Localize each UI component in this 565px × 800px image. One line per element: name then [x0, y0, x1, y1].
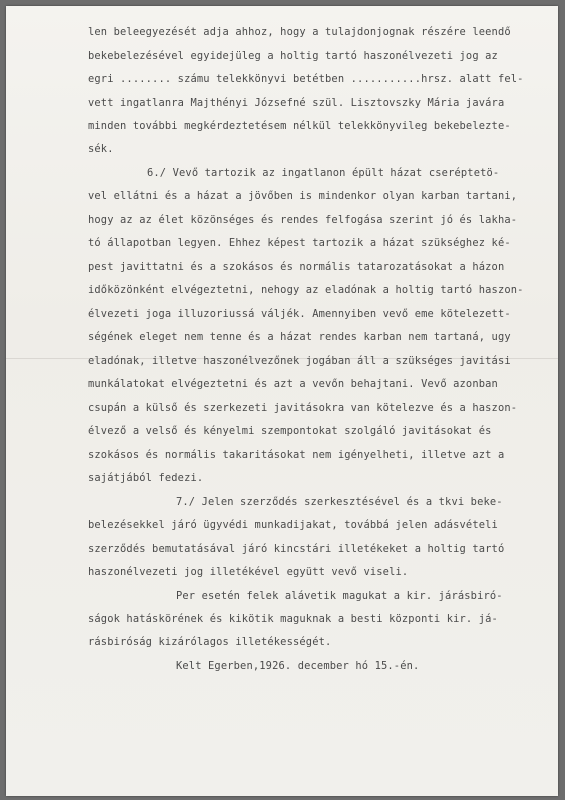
- text-line: szerződés bemutatásával járó kincstári illetékeket a holtig tartó: [88, 543, 505, 555]
- text-line: pest javittatni és a szokásos és normális tatarozatásokat a házon: [88, 261, 505, 273]
- text-line: bekebelezésével egyidejüleg a holtig tartó haszonélvezeti jog az: [88, 50, 498, 62]
- paragraph-6-heading: 6./ Vevő tartozik az ingatlanon épült házat cseréptetö-: [147, 167, 500, 179]
- text-line: minden további megkérdeztetésem nélkül telekkönyvileg bekebelezte-: [88, 120, 511, 132]
- text-line: hogy az az élet közönséges és rendes felfogása szerint jó és lakha-: [88, 214, 518, 226]
- text-line: élvezeti joga illuzoriussá váljék. Amennyiben vevő eme kötelezett-: [88, 308, 511, 320]
- text-line: vett ingatlanra Majthényi Józsefné szül. Lisztovszky Mária javára: [88, 97, 505, 109]
- text-line: munkálatokat elvégeztetni és azt a vevőn behajtani. Vevő azonban: [88, 378, 498, 390]
- text-line: szokásos és normális takaritásokat nem igényelheti, illetve azt a: [88, 449, 505, 461]
- text-line: csupán a külső és szerkezeti javitásokra van kötelezve és a haszon-: [88, 402, 518, 414]
- date-line: Kelt Egerben,1926. december hó 15.-én.: [176, 660, 420, 672]
- text-line: ségének eleget nem tenne és a házat rendes karban nem tartaná, ugy: [88, 331, 511, 343]
- text-line: len beleegyezését adja ahhoz, hogy a tulajdonjognak részére leendő: [88, 26, 511, 38]
- text-line: vel ellátni és a házat a jövőben is mindenkor olyan karban tartani,: [88, 190, 518, 202]
- text-line: rásbiróság kizárólagos illetékességét.: [88, 636, 332, 648]
- text-line: tó állapotban legyen. Ehhez képest tartozik a házat szükséghez ké-: [88, 237, 511, 249]
- text-line: belezésekkel járó ügyvédi munkadijakat, továbbá jelen adásvételi: [88, 519, 498, 531]
- text-line: élvező a velső és kényelmi szempontokat szolgáló javitásokat és: [88, 425, 492, 437]
- text-line: haszonélvezeti jog illetékével együtt vevő viseli.: [88, 566, 409, 578]
- jurisdiction-paragraph-start: Per esetén felek alávetik magukat a kir. járásbiró-: [176, 590, 503, 602]
- document-page: [6, 6, 558, 796]
- text-line: eladónak, illetve haszonélvezőnek jogában áll a szükséges javitási: [88, 355, 511, 367]
- text-line: sék.: [88, 143, 114, 155]
- text-line: ságok hatáskörének és kikötik maguknak a besti központi kir. já-: [88, 613, 498, 625]
- text-line: egri ........ számu telekkönyvi betétben ...........hrsz. alatt fel-: [88, 73, 524, 85]
- paragraph-7-heading: 7./ Jelen szerződés szerkesztésével és a tkvi beke-: [176, 496, 503, 508]
- text-line: időközönként elvégeztetni, nehogy az eladónak a holtig tartó haszon-: [88, 284, 524, 296]
- text-line: sajátjából fedezi.: [88, 472, 204, 484]
